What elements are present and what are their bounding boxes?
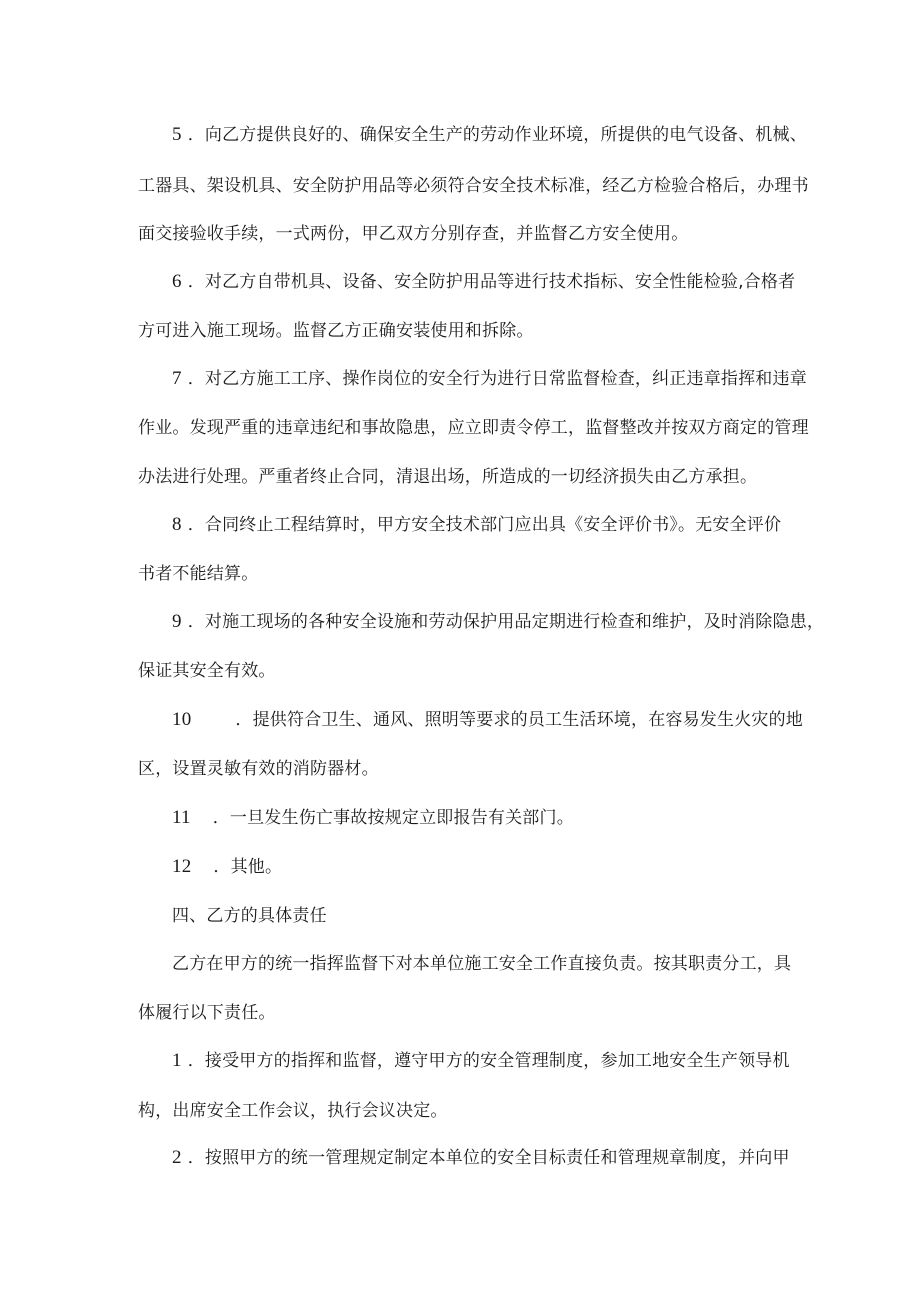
paragraph-line bbox=[172, 1147, 832, 1169]
section-heading bbox=[172, 905, 832, 927]
paragraph-line bbox=[138, 417, 809, 439]
line-text: ．一旦发生伤亡事故按规定立即报告有关部门。 bbox=[212, 808, 574, 828]
paragraph-line bbox=[172, 611, 832, 633]
item-number: 11 bbox=[172, 807, 191, 828]
item-number: 6 bbox=[172, 271, 182, 292]
line-text: 方可进入施工现场。监督乙方正确安装使用和拆除。 bbox=[138, 321, 534, 341]
line-text: ．对施工现场的各种安全设施和劳动保护用品定期进行检查和维护，及时消除隐患， bbox=[187, 612, 825, 632]
line-text: 作业。发现严重的违章违纪和事故隐患，应立即责令停工，监督整改并按双方商定的管理 bbox=[138, 418, 809, 438]
paragraph-line bbox=[138, 758, 798, 780]
item-number: 2 bbox=[172, 1147, 182, 1168]
line-text: ．对乙方自带机具、设备、安全防护用品等进行技术指标、安全性能检验,合格者 bbox=[187, 272, 796, 292]
paragraph-line bbox=[172, 856, 832, 878]
paragraph-line bbox=[138, 223, 798, 245]
paragraph-line bbox=[172, 1050, 832, 1072]
paragraph-line bbox=[138, 175, 809, 197]
line-text: ．提供符合卫生、通风、照明等要求的员工生活环境，在容易发生火灾的地 bbox=[235, 710, 804, 730]
line-text: 书者不能结算。 bbox=[138, 564, 259, 584]
line-text: 四、乙方的具体责任 bbox=[172, 906, 327, 926]
paragraph-line bbox=[172, 124, 832, 146]
line-text: ．向乙方提供良好的、确保安全生产的劳动作业环境，所提供的电气设备、机械、 bbox=[187, 125, 807, 145]
item-number: 12 bbox=[172, 856, 192, 877]
item-number: 5 bbox=[172, 124, 182, 145]
paragraph-line bbox=[172, 953, 832, 975]
line-text: 保证其安全有效。 bbox=[138, 661, 276, 681]
paragraph-line bbox=[172, 709, 832, 731]
line-text: ．按照甲方的统一管理规定制定本单位的安全目标责任和管理规章制度，并向甲 bbox=[187, 1148, 790, 1168]
line-text: 办法进行处理。严重者终止合同，清退出场，所造成的一切经济损失由乙方承担。 bbox=[138, 467, 758, 487]
paragraph-line bbox=[138, 660, 798, 682]
paragraph-line bbox=[138, 1100, 798, 1122]
item-number: 10 bbox=[172, 709, 192, 730]
item-number: 7 bbox=[172, 368, 182, 389]
paragraph-line bbox=[138, 1002, 798, 1024]
line-text: ．其他。 bbox=[213, 857, 283, 877]
line-text: ．合同终止工程结算时，甲方安全技术部门应出具《安全评价书》。无安全评价 bbox=[187, 515, 782, 535]
paragraph-line bbox=[172, 368, 832, 390]
item-number: 8 bbox=[172, 514, 182, 535]
line-text: 乙方在甲方的统一指挥监督下对本单位施工安全工作直接负责。按其职责分工，具 bbox=[172, 954, 792, 974]
paragraph-line bbox=[172, 271, 832, 293]
line-text: 构，出席安全工作会议，执行会议决定。 bbox=[138, 1101, 448, 1121]
line-text: 体履行以下责任。 bbox=[138, 1003, 276, 1023]
paragraph-line bbox=[172, 807, 832, 829]
line-text: ．接受甲方的指挥和监督，遵守甲方的安全管理制度，参加工地安全生产领导机 bbox=[187, 1051, 790, 1071]
item-number: 9 bbox=[172, 611, 182, 632]
paragraph-line bbox=[138, 563, 798, 585]
line-text: 区，设置灵敏有效的消防器材。 bbox=[138, 759, 379, 779]
paragraph-line bbox=[172, 514, 832, 536]
paragraph-line bbox=[138, 320, 798, 342]
line-text: 工器具、架设机具、安全防护用品等必须符合安全技术标准，经乙方检验合格后，办理书 bbox=[138, 176, 809, 196]
line-text: ．对乙方施工工序、操作岗位的安全行为进行日常监督检查，纠正违章指挥和违章 bbox=[187, 369, 807, 389]
item-number: 1 bbox=[172, 1050, 182, 1071]
paragraph-line bbox=[138, 466, 798, 488]
line-text: 面交接验收手续，一式两份，甲乙双方分别存查，并监督乙方安全使用。 bbox=[138, 224, 689, 244]
